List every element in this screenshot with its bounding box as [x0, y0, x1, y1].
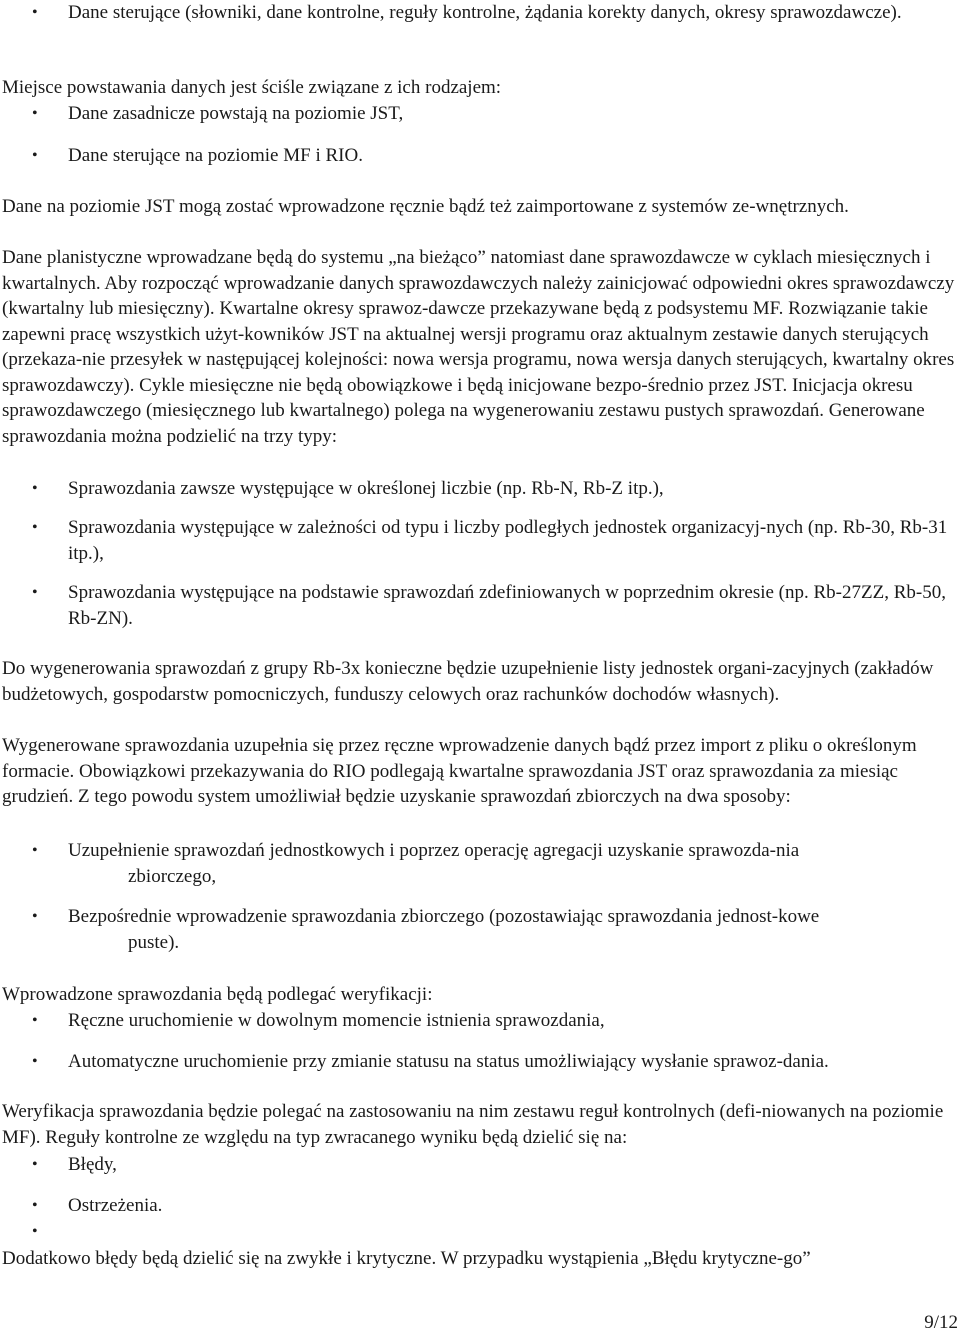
bullet-icon: •	[32, 1223, 38, 1240]
list-item-text: Sprawozdania występujące na podstawie sprawozdań zdefiniowanych w poprzednim okresie (np. Rb-27ZZ, Rb-50, Rb-ZN).	[68, 582, 946, 629]
list-item-text	[68, 904, 956, 955]
bullet-icon: •	[32, 1012, 38, 1029]
list-item-text: Sprawozdania występujące w zależności od typu i liczby podległych jednostek organizacyj-nych (np. Rb-30, Rb-31 itp.),	[68, 517, 948, 564]
bullet-icon: •	[32, 147, 38, 164]
bullet-icon: •	[32, 1197, 38, 1214]
list-item-line: Bezpośrednie wprowadzenie sprawozdania zbiorczego (pozostawiając sprawozdania jednost-kowe	[68, 906, 820, 927]
list-item-text: Dane zasadnicze powstają na poziomie JST,	[68, 103, 404, 124]
bullet-icon: •	[32, 519, 38, 536]
bullet-icon: •	[32, 4, 38, 21]
paragraph-import: Dane na poziomie JST mogą zostać wprowadzone ręcznie bądź też zaimportowane z systemów ze-wnętrznych.	[2, 196, 849, 217]
page-number: 9/12	[924, 1312, 958, 1333]
paragraph-weryfikacji: Wprowadzone sprawozdania będą podlegać weryfikacji:	[2, 984, 433, 1005]
list-item-text: Ostrzeżenia.	[68, 1195, 163, 1216]
bullet-icon: •	[32, 105, 38, 122]
list-item-text: Sprawozdania zawsze występujące w określonej liczbie (np. Rb-N, Rb-Z itp.),	[68, 478, 664, 499]
list-item-line: zbiorczego,	[128, 865, 217, 887]
list-item-line: puste).	[128, 931, 180, 953]
list-item-text: Ręczne uruchomienie w dowolnym momencie istnienia sprawozdania,	[68, 1010, 605, 1031]
bullet-icon: •	[32, 480, 38, 497]
paragraph-rb3x: Do wygenerowania sprawozdań z grupy Rb-3x konieczne będzie uzupełnienie listy jednostek organi-zacyjnych (zakładów budżetowych, gospodarstw pomocniczych, funduszy celowych oraz rachunków dochodów własnych).	[2, 658, 934, 705]
paragraph-weryfikacja: Weryfikacja sprawozdania będzie polegać na zastosowaniu na nim zestawu reguł kontrolnych (defi-niowanych na poziomie MF). Reguły kontrolne ze względu na typ zwracanego wyniku będą dzielić się na:	[2, 1101, 944, 1148]
list-item-text: Automatyczne uruchomienie przy zmianie statusu na status umożliwiający wysłanie sprawoz-dania.	[68, 1051, 829, 1072]
paragraph-planistyczne: Dane planistyczne wprowadzane będą do systemu „na bieżąco” natomiast dane sprawozdawcze w cyklach miesięcznych i kwartalnych. Aby rozpocząć wprowadzanie danych sprawozdawczych należy zainicjować odpowiedni okres sprawozdawczy (kwartalny lub miesięczny). Kwartalne okresy sprawoz-dawcze przekazywane będą z podsystemu MF. Rozwiązanie takie zapewni pracę wszystkich użyt-kowników JST na aktualnej wersji programu oraz aktualnym zestawie danych sterujących (przekaza-nie przesyłek w następującej kolejności: nowa wersja programu, nowa wersja danych sterujących, kwartalny okres sprawozdawczy). Cykle miesięczne nie będą obowiązkowe i będą inicjowane bezpo-średnio przez JST. Inicjacja okresu sprawozdawczego (miesięcznego lub kwartalnego) polega na wygenerowaniu zestawu pustych sprawozdań. Generowane sprawozdania można podzielić na trzy typy:	[2, 247, 955, 447]
bullet-icon: •	[32, 584, 38, 601]
list-item-text: Dane sterujące na poziomie MF i RIO.	[68, 145, 363, 166]
paragraph-dodatkowo: Dodatkowo błędy będą dzielić się na zwykłe i krytyczne. W przypadku wystąpienia „Błędu krytyczne-go”	[2, 1248, 811, 1269]
list-item-text: Błędy,	[68, 1154, 117, 1175]
bullet-icon: •	[32, 908, 38, 925]
bullet-icon: •	[32, 1156, 38, 1173]
list-item-line: Uzupełnienie sprawozdań jednostkowych i poprzez operację agregacji uzyskanie sprawozda-nia	[68, 840, 800, 861]
list-item-text: Dane sterujące (słowniki, dane kontrolne, reguły kontrolne, żądania korekty danych, okresy sprawozdawcze).	[68, 2, 902, 23]
bullet-icon: •	[32, 1053, 38, 1070]
paragraph-miejsce: Miejsce powstawania danych jest ściśle związane z ich rodzajem:	[2, 77, 502, 98]
list-item-text	[68, 838, 956, 889]
paragraph-wygenerowane: Wygenerowane sprawozdania uzupełnia się przez ręczne wprowadzenie danych bądź przez import z pliku o określonym formacie. Obowiązkowi przekazywania do RIO podlegają kwartalne sprawozdania JST oraz sprawozdania za miesiąc grudzień. Z tego powodu system umożliwiał będzie uzyskanie sprawozdań zbiorczych na dwa sposoby:	[2, 735, 917, 807]
bullet-icon: •	[32, 842, 38, 859]
